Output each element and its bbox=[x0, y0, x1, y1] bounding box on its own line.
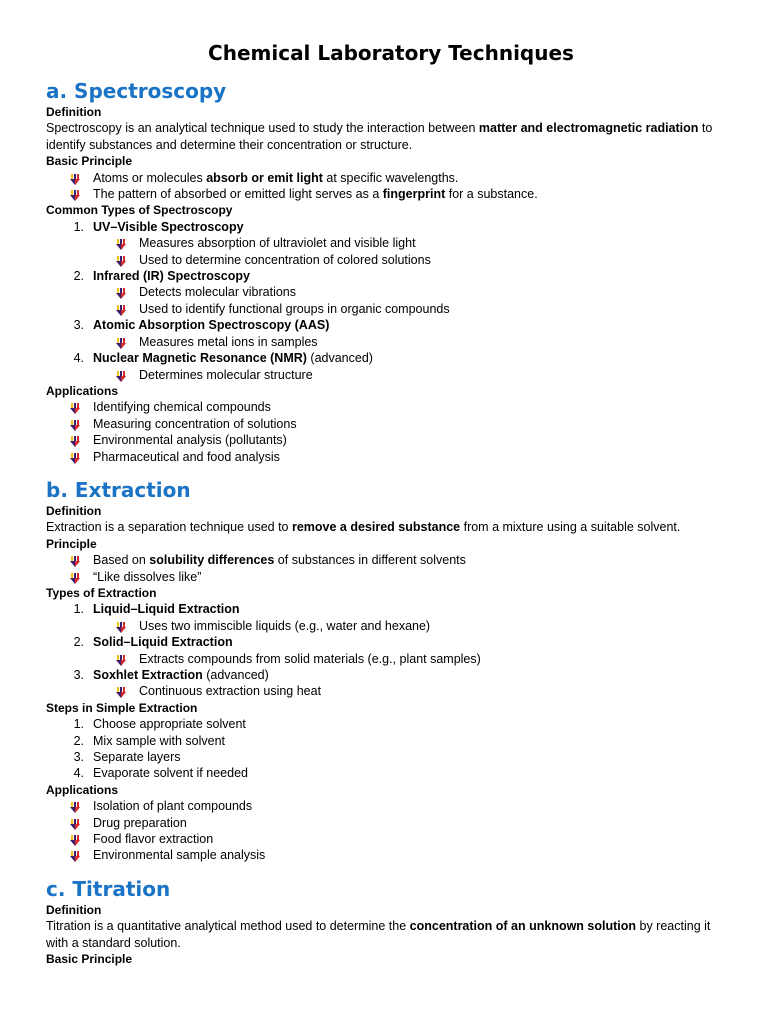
arrow-bullet-icon bbox=[116, 287, 126, 298]
list-item: Identifying chemical compounds bbox=[46, 399, 736, 415]
list-item: The pattern of absorbed or emitted light serves as a fingerprint for a substance. bbox=[46, 186, 736, 202]
section-heading: c. Titration bbox=[46, 876, 171, 901]
arrow-bullet-icon bbox=[116, 238, 126, 249]
arrow-bullet-icon bbox=[116, 255, 126, 266]
document-title: Chemical Laboratory Techniques bbox=[208, 41, 574, 65]
subheading-applications: Applications bbox=[46, 383, 119, 398]
arrow-bullet-icon bbox=[116, 686, 126, 697]
numbered-item: 2. Mix sample with solvent bbox=[73, 733, 225, 748]
subheading-principle: Principle bbox=[46, 536, 97, 551]
arrow-bullet-icon bbox=[70, 572, 80, 583]
applications-list bbox=[46, 798, 736, 864]
numbered-item: 1. Choose appropriate solvent bbox=[73, 717, 246, 732]
sub-list-item: Measures metal ions in samples bbox=[46, 334, 736, 350]
subheading-steps: Steps in Simple Extraction bbox=[46, 700, 198, 715]
arrow-bullet-icon bbox=[70, 834, 80, 845]
section-heading: b. Extraction bbox=[46, 477, 191, 502]
numbered-item: 3. Separate layers bbox=[73, 750, 181, 765]
section-spectroscopy bbox=[46, 78, 736, 465]
list-item: Pharmaceutical and food analysis bbox=[46, 449, 736, 465]
arrow-bullet-icon bbox=[70, 173, 80, 184]
types-list bbox=[46, 601, 736, 699]
subheading-types: Common Types of Spectroscopy bbox=[46, 203, 233, 218]
arrow-bullet-icon bbox=[116, 370, 126, 381]
arrow-bullet-icon bbox=[116, 337, 126, 348]
list-item: Drug preparation bbox=[46, 815, 736, 831]
arrow-bullet-icon bbox=[70, 818, 80, 829]
principle-list bbox=[46, 552, 736, 585]
list-item: “Like dissolves like” bbox=[46, 569, 736, 585]
numbered-item: 3. Soxhlet Extraction (advanced) bbox=[73, 668, 269, 682]
numbered-item: 4. Evaporate solvent if needed bbox=[73, 766, 248, 781]
subheading-types: Types of Extraction bbox=[46, 585, 157, 600]
sub-list-item: Extracts compounds from solid materials (e.g., plant samples) bbox=[46, 651, 736, 667]
list-item: Measuring concentration of solutions bbox=[46, 416, 736, 432]
numbered-item: 2. Infrared (IR) Spectroscopy bbox=[73, 269, 250, 284]
numbered-item: 1. Liquid–Liquid Extraction bbox=[73, 602, 240, 617]
applications-list bbox=[46, 399, 736, 465]
arrow-bullet-icon bbox=[70, 452, 80, 463]
arrow-bullet-icon bbox=[70, 850, 80, 861]
arrow-bullet-icon bbox=[70, 435, 80, 446]
document-page bbox=[46, 40, 736, 968]
arrow-bullet-icon bbox=[70, 402, 80, 413]
subheading-definition: Definition bbox=[46, 105, 102, 119]
section-heading: a. Spectroscopy bbox=[46, 79, 227, 103]
principle-list bbox=[46, 170, 736, 203]
list-item: Environmental sample analysis bbox=[46, 847, 736, 863]
arrow-bullet-icon bbox=[116, 304, 126, 315]
subheading-principle: Basic Principle bbox=[46, 952, 133, 967]
list-item: Environmental analysis (pollutants) bbox=[46, 432, 736, 448]
definition-text: Spectroscopy is an analytical technique used to study the interaction between matter and electromagnetic radiation to identify substances and determine their concentration or structure. bbox=[46, 121, 713, 152]
list-item: Isolation of plant compounds bbox=[46, 798, 736, 814]
arrow-bullet-icon bbox=[70, 555, 80, 566]
list-item: Based on solubility differences of substances in different solvents bbox=[46, 552, 736, 568]
subheading-applications: Applications bbox=[46, 782, 119, 797]
list-item: Food flavor extraction bbox=[46, 831, 736, 847]
subheading-principle: Basic Principle bbox=[46, 154, 133, 169]
numbered-item: 2. Solid–Liquid Extraction bbox=[73, 635, 233, 650]
sub-list-item: Measures absorption of ultraviolet and visible light bbox=[46, 235, 736, 251]
arrow-bullet-icon bbox=[116, 654, 126, 665]
sub-list-item: Uses two immiscible liquids (e.g., water and hexane) bbox=[46, 618, 736, 634]
section-extraction bbox=[46, 477, 736, 864]
list-item: Atoms or molecules absorb or emit light at specific wavelengths. bbox=[46, 170, 736, 186]
subheading-definition: Definition bbox=[46, 902, 102, 917]
sub-list-item: Used to determine concentration of colored solutions bbox=[46, 252, 736, 268]
sub-list-item: Continuous extraction using heat bbox=[46, 683, 736, 699]
numbered-item: 1. UV–Visible Spectroscopy bbox=[73, 219, 244, 234]
arrow-bullet-icon bbox=[70, 189, 80, 200]
arrow-bullet-icon bbox=[70, 419, 80, 430]
definition-text: Extraction is a separation technique used to remove a desired substance from a mixture using a suitable solvent. bbox=[46, 520, 681, 535]
arrow-bullet-icon bbox=[116, 621, 126, 632]
sub-list-item: Used to identify functional groups in organic compounds bbox=[46, 301, 736, 317]
numbered-item: 3. Atomic Absorption Spectroscopy (AAS) bbox=[73, 318, 330, 333]
steps-list bbox=[46, 716, 736, 782]
sub-list-item: Detects molecular vibrations bbox=[46, 284, 736, 300]
types-list bbox=[46, 219, 736, 383]
definition-text: Titration is a quantitative analytical method used to determine the concentration of an unknown solution by reacting it with a standard solution. bbox=[46, 919, 711, 950]
section-titration bbox=[46, 876, 736, 968]
numbered-item: 4. Nuclear Magnetic Resonance (NMR) (advanced) bbox=[73, 351, 373, 366]
arrow-bullet-icon bbox=[70, 801, 80, 812]
sub-list-item: Determines molecular structure bbox=[46, 367, 736, 383]
subheading-definition: Definition bbox=[46, 503, 102, 518]
